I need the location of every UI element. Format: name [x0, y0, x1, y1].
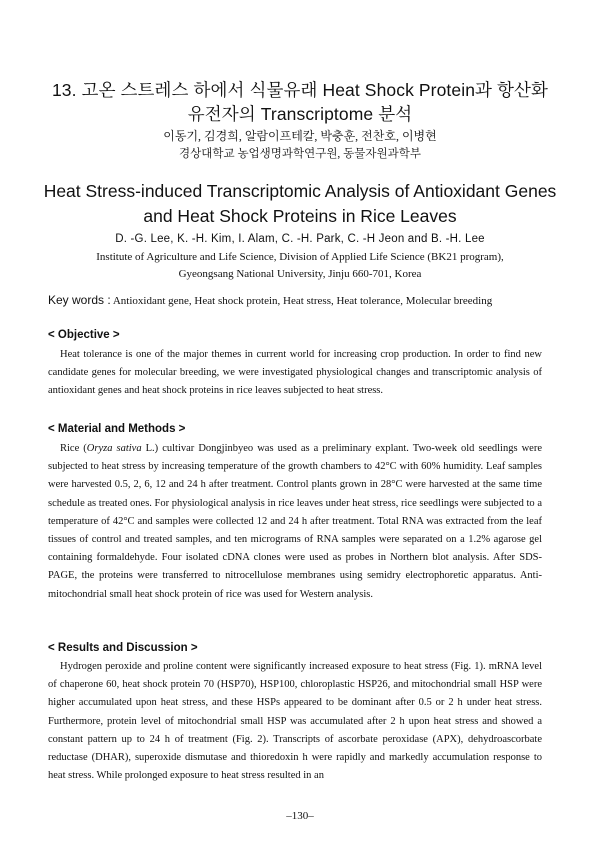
methods-paragraph: [48, 440, 542, 604]
objective-paragraph: Heat tolerance is one of the major themes in current world for increasing crop production. In order to find new candidate genes for molecular breeding, we were investigated physiological changes and transcriptomic analysis of antioxidant genes and heat shock proteins in rice leaves subjected to heat stress.: [48, 349, 542, 397]
english-authors: D. -G. Lee, K. -H. Kim, I. Alam, C. -H. Park, C. -H Jeon and B. -H. Lee: [115, 233, 485, 245]
page-number: –130–: [286, 810, 314, 822]
korean-affiliation: 경상대학교 농업생명과학연구원, 동물자원과학부: [179, 148, 421, 160]
methods-heading: < Material and Methods >: [48, 423, 186, 435]
english-affiliation-line-2: Gyeongsang National University, Jinju 660-701, Korea: [178, 268, 422, 280]
korean-authors: 이동기, 김경희, 알람이프테칼, 박충훈, 전찬호, 이병현: [163, 129, 437, 143]
keywords-label: Key words :: [48, 293, 111, 307]
english-title-line-2: and Heat Shock Proteins in Rice Leaves: [143, 206, 457, 226]
objective-section: [48, 346, 542, 401]
keywords-text: Antioxidant gene, Heat shock protein, Heat stress, Heat tolerance, Molecular breeding: [112, 295, 493, 307]
results-section: [48, 658, 542, 785]
english-affiliation-line-1: Institute of Agriculture and Life Science, Division of Applied Life Science (BK21 program),: [96, 251, 504, 263]
species-name: Oryza sativa: [86, 443, 142, 454]
methods-text-body: L.) cultivar Dongjinbyeo was used as a preliminary explant. Two-week old seedlings were subjected to heat stress by increasing temperature of the growth chambers to 42°C with 60% humidity. Leaf samples were harvested 0.5, 2, 6, 12 and 24 h after treatment. Control plants grown in 28°C were harvested at the same time schedule as treated ones. For physiological analysis in rice leaves under heat stress, rice seedlings were subjected to a temperature of 42°C and samples were collected 12 and 24 h after treatment. Total RNA was extracted from the leaf tissues of control and treated samples, and ten micrograms of RNA samples were separated on a 1.2% agarose gel containing formaldehyde. Four isolated cDNA clones were used as probes in Northern blot analysis. After SDS-PAGE, the proteins were transferred to nitrocellulose membranes using semidry electrophoretic apparatus. Anti-mitochondrial small heat shock protein of rice was used for Western analysis.: [48, 443, 542, 600]
results-paragraph: Hydrogen peroxide and proline content were significantly increased exposure to heat stress (Fig. 1). mRNA level of chaperone 60, heat shock protein 70 (HSP70), HSP100, chloroplastic HSP26, and mitochondrial small HSP were higher accumulated upon heat stress, and these HSPs appeared to be dominant after 0.5 or 2 h under heat stress. Furthermore, protein level of mitochondrial small HSP was accumulated after 2 h upon heat stress and showed a constant pattern up to 24 h of treatment (Fig. 2). Transcripts of ascorbate peroxidase (APX), dehydroascorbate reductase (DHAR), superoxide dismutase and thioredoxin h were rapidly and markedly accumulation response to heat stress. While prolonged exposure to heat stress resulted in an: [48, 661, 542, 782]
keywords-line: [48, 293, 568, 308]
methods-text-prefix: Rice (: [60, 443, 87, 454]
korean-title-line-1: 13. 고온 스트레스 하에서 식물유래 Heat Shock Protein과 항산화: [51, 80, 549, 100]
objective-heading: < Objective >: [48, 329, 120, 341]
methods-section: [48, 440, 542, 604]
korean-title-line-2: 유전자의 Transcriptome 분석: [187, 104, 413, 124]
english-title-line-1: Heat Stress-induced Transcriptomic Analysis of Antioxidant Genes: [43, 181, 557, 201]
results-heading: < Results and Discussion >: [48, 642, 198, 654]
